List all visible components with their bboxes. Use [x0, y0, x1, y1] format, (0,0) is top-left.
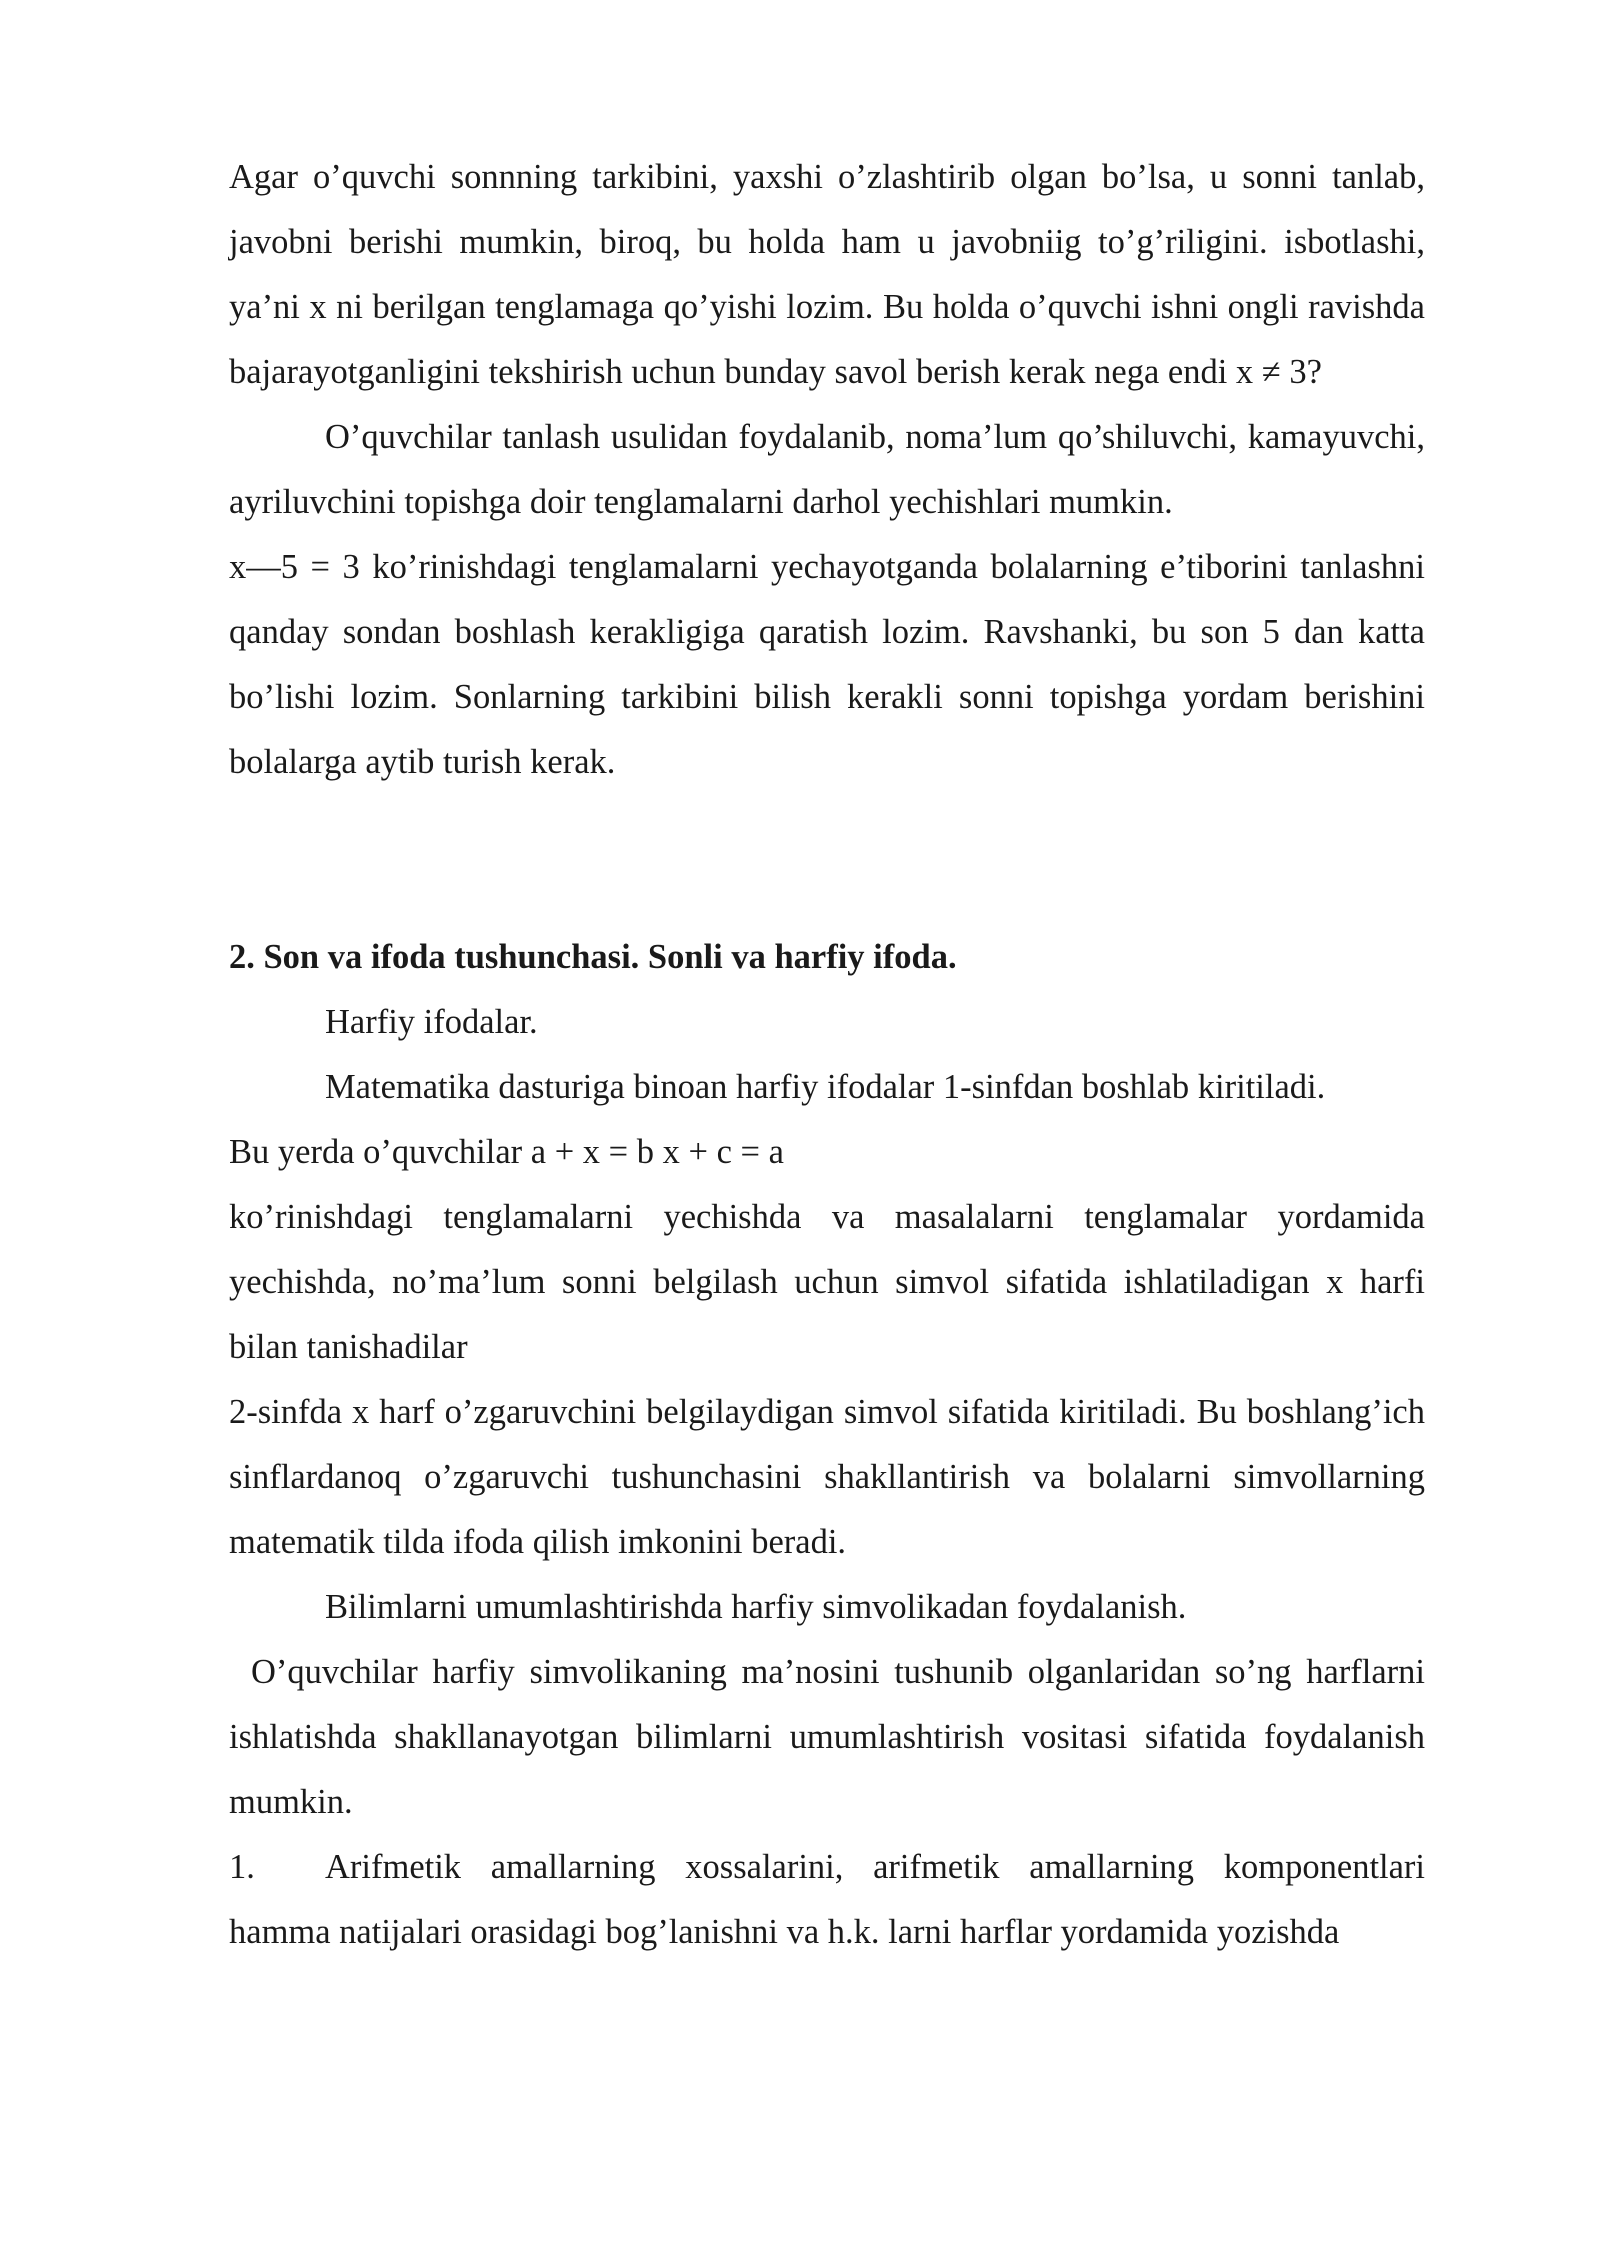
paragraph-equations-inline: Bu yerda o’quvchilar a + x = b x + c = a	[229, 1133, 784, 1171]
section-subheading: Harfiy ifodalar.	[325, 1003, 538, 1041]
paragraph-generalization: O’quvchilar harfiy simvolikaning ma’nosini tushunib olganlaridan so’ng harflarni ishlatishda shakllanayotgan bilimlarni umumlashtirish vositasi sifatida foydalanish mumkin.	[229, 1653, 1425, 1821]
document-page	[229, 145, 1425, 1965]
list-item-text: Arifmetik amallarning xossalarini, arifmetik amallarning komponentlari hamma natijalari orasidagi bog’lanishni va h.k. larni harflar yordamida yozishda	[229, 1848, 1425, 1951]
paragraph-selection-method: O’quvchilar tanlash usulidan foydalanib, noma’lum qo’shiluvchi, kamayuvchi, ayriluvchini topishga doir tenglamalarni darhol yechishlari mumkin.	[229, 418, 1425, 521]
paragraph-grade-2: 2-sinfda x harf o’zgaruvchini belgilaydigan simvol sifatida kiritiladi. Bu boshlang’ich sinflardanoq o’zgaruvchi tushunchasini shakllantirish va bolalarni simvollarning matematik tilda ifoda qilish imkonini beradi.	[229, 1393, 1425, 1561]
paragraph-symbol-x: ko’rinishdagi tenglamalarni yechishda va masalalarni tenglamalar yordamida yechishda, no’ma’lum sonni belgilash uchun simvol sifatida ishlatiladigan x harfi bilan tanishadilar	[229, 1198, 1425, 1366]
section-spacer	[229, 795, 1425, 925]
paragraph-equation-example: x—5 = 3 ko’rinishdagi tenglamalarni yechayotganda bolalarning e’tiborini tanlashni qanday sondan boshlash kerakligiga qaratish lozim. Ravshanki, bu son 5 dan katta bo’lishi lozim. Sonlarning tarkibini bilish kerakli sonni topishga yordam berishini bolalarga aytib turish kerak.	[229, 548, 1425, 781]
list-item-number: 1.	[229, 1848, 255, 1886]
paragraph-curriculum: Matematika dasturiga binoan harfiy ifodalar 1-sinfdan boshlab kiritiladi.	[325, 1068, 1326, 1106]
list-item	[229, 1835, 1425, 1965]
section-heading: 2. Son va ifoda tushunchasi. Sonli va harfiy ifoda.	[229, 938, 957, 976]
paragraph-checking-answer: Agar o’quvchi sonnning tarkibini, yaxshi o’zlashtirib olgan bo’lsa, u sonni tanlab, javobni berishi mumkin, biroq, bu holda ham u javobniig to’g’riligini. isbotlashi, ya’ni x ni berilgan tenglamaga qo’yishi lozim. Bu holda o’quvchi ishni ongli ravishda bajarayotganligini tekshirish uchun bunday savol berish kerak nega endi x ≠ 3?	[229, 158, 1425, 391]
paragraph-generalization-title: Bilimlarni umumlashtirishda harfiy simvolikadan foydalanish.	[325, 1588, 1187, 1626]
